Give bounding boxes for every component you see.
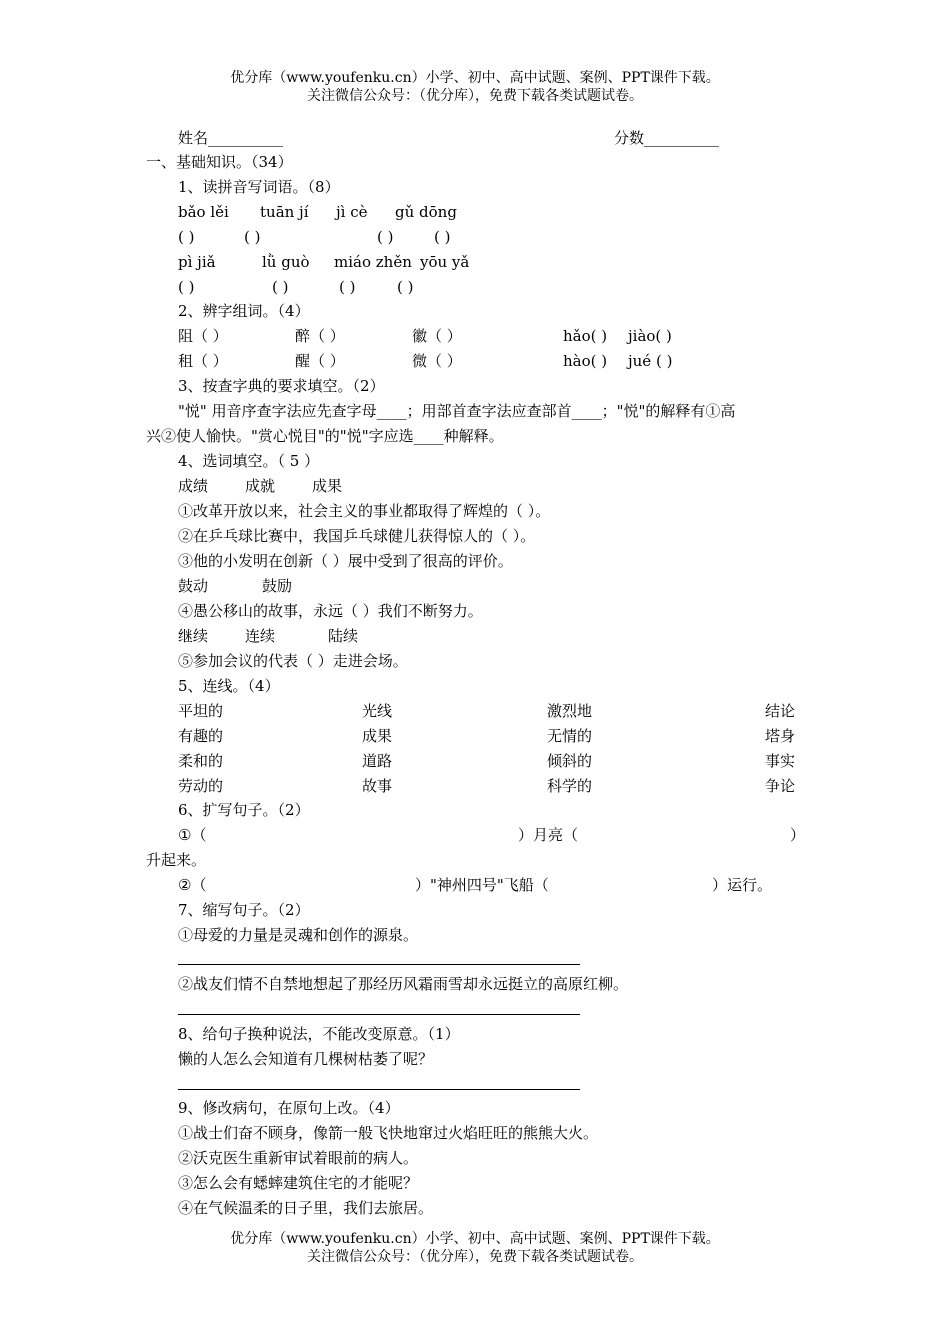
q5-word: 倾斜的 <box>547 752 593 770</box>
q1-pinyin-1: bǎo lěi <box>178 203 229 221</box>
q6-s2-open: ②（ <box>178 876 207 894</box>
q1-blank-6: ( ) <box>272 278 289 296</box>
q6-s1-end: 升起来。 <box>146 851 207 869</box>
q5-word: 塔身 <box>765 727 796 745</box>
q4-sentence-5: ⑤参加会议的代表（ ）走进会场。 <box>178 652 408 670</box>
q6-s2-mid: ）"神州四号"飞船（ <box>415 876 549 894</box>
q9-sentence-3: ③怎么会有蟋蟀建筑住宅的才能呢？ <box>178 1174 419 1192</box>
name-field: 姓名__________ <box>178 129 284 147</box>
q7-sentence-1: ①母爱的力量是灵魂和创作的源泉。 <box>178 926 419 944</box>
q8-sentence: 懒的人怎么会知道有几棵树枯萎了呢？ <box>178 1050 434 1068</box>
q1-pinyin-5: pì jiǎ <box>178 253 216 271</box>
q4-word: 成绩 <box>178 477 209 495</box>
q1-blank-2: ( ) <box>244 228 261 246</box>
q5-word: 道路 <box>362 752 393 770</box>
q6-title: 6、扩写句子。（2） <box>178 801 310 819</box>
q4-word: 连续 <box>245 627 276 645</box>
section-title: 一、基础知识。（34） <box>146 153 293 171</box>
page-footer-line2: 关注微信公众号：（优分库），免费下载各类试题试卷。 <box>307 1249 643 1265</box>
q2-item: jué ( ) <box>628 352 673 370</box>
q5-word: 结论 <box>765 702 796 720</box>
q1-blank-1: ( ) <box>178 228 195 246</box>
q2-title: 2、辨字组词。（4） <box>178 302 310 320</box>
q1-pinyin-8: yōu yǎ <box>420 253 470 271</box>
q5-word: 柔和的 <box>178 752 224 770</box>
q2-item: 阻（ ） <box>178 327 228 345</box>
q6-s1-mid: ）月亮（ <box>518 826 579 844</box>
q5-word: 成果 <box>362 727 393 745</box>
q6-s1-close: ） <box>790 826 806 844</box>
q5-title: 5、连线。（4） <box>178 677 280 695</box>
q9-title: 9、修改病句，在原句上改。（4） <box>178 1099 400 1117</box>
q5-word: 故事 <box>362 777 393 795</box>
q3-line2: 兴②使人愉快。"赏心悦目"的"悦"字应选____种解释。 <box>146 427 504 445</box>
q4-word: 鼓动 <box>178 577 209 595</box>
q1-title: 1、读拼音写词语。（8） <box>178 178 340 196</box>
q1-pinyin-2: tuān jí <box>260 203 309 221</box>
q4-title: 4、选词填空。（ 5 ） <box>178 452 320 470</box>
q4-sentence-3: ③他的小发明在创新（ ）展中受到了很高的评价。 <box>178 552 513 570</box>
q8-title: 8、给句子换种说法，不能改变原意。（1） <box>178 1025 460 1043</box>
q4-sentence-4: ④愚公移山的故事，永远（ ）我们不断努力。 <box>178 602 483 620</box>
q5-word: 无情的 <box>547 727 593 745</box>
answer-line <box>178 1089 580 1090</box>
answer-line <box>178 964 580 965</box>
q1-blank-4: ( ) <box>434 228 451 246</box>
q6-s2-end: ）运行。 <box>712 876 773 894</box>
q3-title: 3、按查字典的要求填空。（2） <box>178 377 385 395</box>
q4-word: 继续 <box>178 627 209 645</box>
page-header-line2: 关注微信公众号：（优分库），免费下载各类试题试卷。 <box>307 88 643 104</box>
q1-pinyin-7: miáo zhěn <box>334 253 412 271</box>
page-header-line1: 优分库（www.youfenku.cn）小学、初中、高中试题、案例、PPT课件下载。 <box>230 70 720 86</box>
q2-item: jiào( ) <box>628 327 672 345</box>
answer-line <box>178 1014 580 1015</box>
q1-blank-7: ( ) <box>339 278 356 296</box>
q5-word: 平坦的 <box>178 702 224 720</box>
page-footer-line1: 优分库（www.youfenku.cn）小学、初中、高中试题、案例、PPT课件下载。 <box>230 1231 720 1247</box>
q2-item: 微（ ） <box>412 352 462 370</box>
q5-word: 激烈地 <box>547 702 593 720</box>
q2-item: 醒（ ） <box>295 352 345 370</box>
q4-word: 陆续 <box>328 627 359 645</box>
q4-sentence-1: ①改革开放以来，社会主义的事业都取得了辉煌的（ ）。 <box>178 502 551 520</box>
q4-word: 成果 <box>312 477 343 495</box>
q1-blank-3: ( ) <box>377 228 394 246</box>
q2-item: 租（ ） <box>178 352 228 370</box>
q5-word: 争论 <box>765 777 796 795</box>
q4-word: 成就 <box>245 477 276 495</box>
q9-sentence-1: ①战士们奋不顾身，像箭一般飞快地窜过火焰旺旺的熊熊大火。 <box>178 1124 599 1142</box>
q5-word: 劳动的 <box>178 777 224 795</box>
q6-s1-open: ①（ <box>178 826 207 844</box>
q2-item: 徽（ ） <box>412 327 462 345</box>
q9-sentence-4: ④在气候温柔的日子里，我们去旅居。 <box>178 1199 434 1217</box>
score-field: 分数__________ <box>614 129 720 147</box>
q1-pinyin-4: gǔ dōng <box>395 203 457 221</box>
q2-item: hǎo( ) <box>563 327 608 345</box>
q9-sentence-2: ②沃克医生重新审试着眼前的病人。 <box>178 1149 419 1167</box>
q1-pinyin-6: lǜ guò <box>262 253 310 271</box>
q4-sentence-2: ②在乒乓球比赛中，我国乒乓球健儿获得惊人的（ ）。 <box>178 527 536 545</box>
q2-item: 醉（ ） <box>295 327 345 345</box>
q3-line1: "悦" 用音序查字法应先查字母____；用部首查字法应查部首____；"悦"的解释有①高 <box>178 402 736 420</box>
q1-blank-5: ( ) <box>178 278 195 296</box>
q1-pinyin-3: jì cè <box>336 203 368 221</box>
q5-word: 有趣的 <box>178 727 224 745</box>
q7-title: 7、缩写句子。（2） <box>178 901 310 919</box>
q1-blank-8: ( ) <box>397 278 414 296</box>
q5-word: 事实 <box>765 752 796 770</box>
q7-sentence-2: ②战友们情不自禁地想起了那经历风霜雨雪却永远挺立的高原红柳。 <box>178 975 629 993</box>
q5-word: 科学的 <box>547 777 593 795</box>
q2-item: hào( ) <box>563 352 608 370</box>
q5-word: 光线 <box>362 702 393 720</box>
q4-word: 鼓励 <box>262 577 293 595</box>
